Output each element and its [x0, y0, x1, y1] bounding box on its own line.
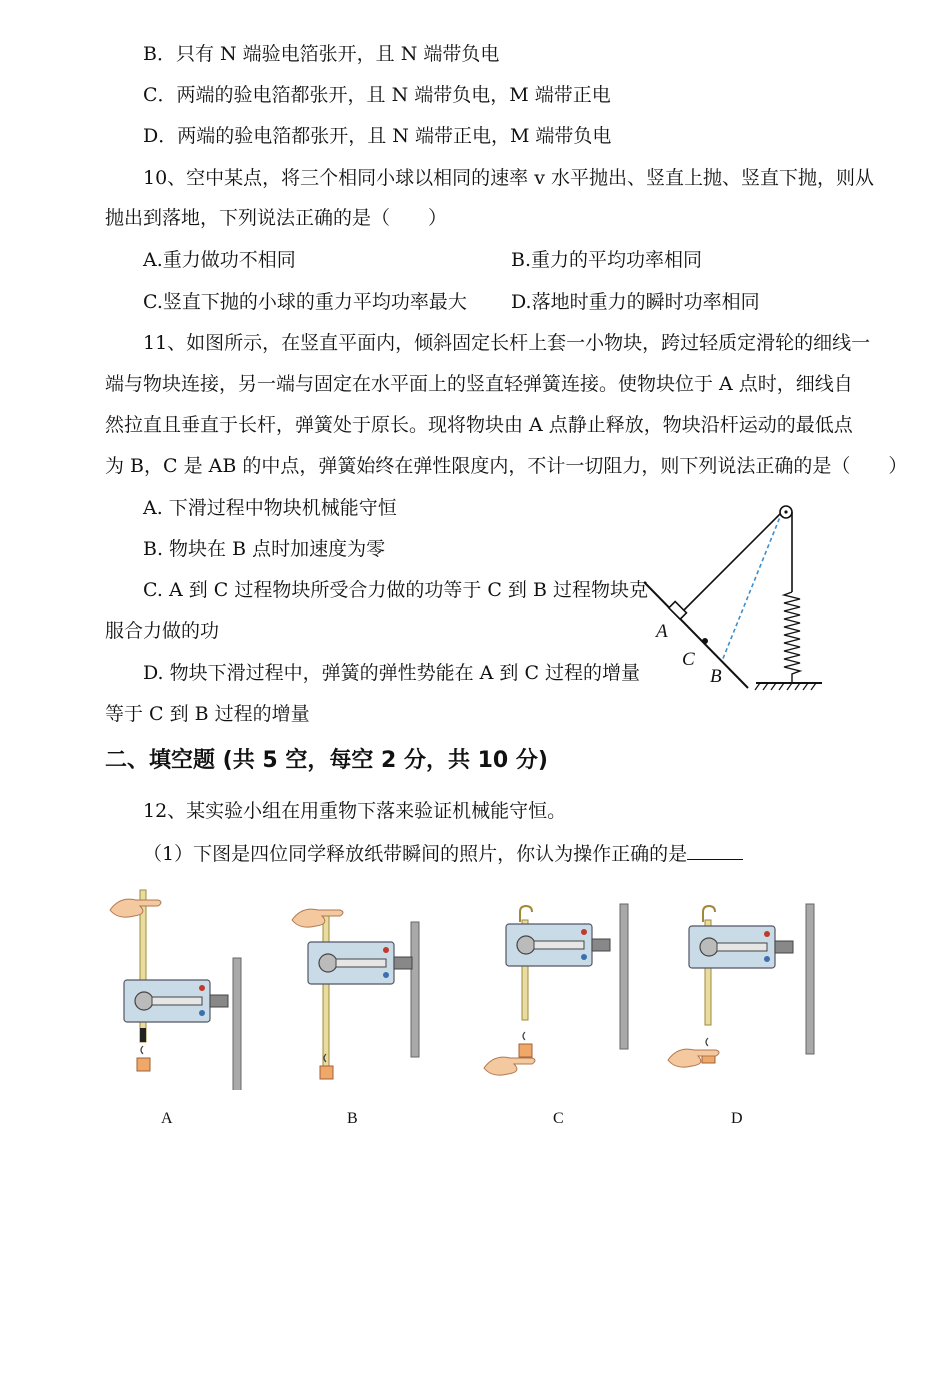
q10-stem-line1: 10、空中某点，将三个相同小球以相同的速率 v 水平抛出、竖直上抛、竖直下抛，则从 — [143, 167, 874, 189]
q11-stem-line4: 为 B，C 是 AB 的中点，弹簧始终在弹性限度内，不计一切阻力，则下列说法正确的是（ ） — [105, 455, 908, 477]
q9-option-c: C．两端的验电箔都张开，且 N 端带负电，M 端带正电 — [143, 84, 611, 106]
q10-option-a: A.重力做功不相同 — [143, 249, 296, 271]
q10-option-b: B.重力的平均功率相同 — [511, 249, 703, 271]
q9-option-b: B．只有 N 端验电箔张开，且 N 端带负电 — [143, 43, 500, 65]
caption-b: B — [347, 1110, 358, 1127]
q9-option-d: D．两端的验电箔都张开，且 N 端带正电，M 端带负电 — [143, 125, 612, 147]
setup-b — [292, 909, 419, 1079]
sliding-block — [669, 602, 687, 620]
q11-option-c-line2: 服合力做的功 — [105, 620, 220, 642]
dashed-line-to-b — [722, 512, 782, 661]
q11-option-d-line2: 等于 C 到 B 过程的增量 — [105, 703, 310, 725]
caption-d: D — [731, 1110, 743, 1127]
label-c: C — [682, 649, 695, 670]
q11-stem-line2: 端与物块连接，另一端与固定在水平面上的竖直轻弹簧连接。使物块位于 A 点时，细线自 — [105, 373, 853, 395]
caption-a: A — [161, 1110, 173, 1127]
q12-figure — [100, 880, 845, 1090]
spring — [784, 592, 800, 682]
thread-to-block — [680, 512, 782, 614]
setup-d — [668, 904, 814, 1067]
q12-sub1 — [143, 841, 743, 866]
q12-stem: 12、某实验小组在用重物下落来验证机械能守恒。 — [143, 800, 567, 822]
label-a: A — [656, 621, 668, 642]
q11-stem-line3: 然拉直且垂直于长杆，弹簧处于原长。现将物块由 A 点静止释放，物块沿杆运动的最低点 — [105, 414, 853, 436]
point-c — [702, 638, 708, 644]
label-b: B — [710, 666, 722, 687]
caption-c: C — [553, 1110, 564, 1127]
q11-option-c-line1: C. A 到 C 过程物块所受合力做的功等于 C 到 B 过程物块克 — [143, 579, 648, 601]
setup-c — [484, 904, 628, 1075]
q11-option-d-line1: D. 物块下滑过程中，弹簧的弹性势能在 A 到 C 过程的增量 — [143, 662, 641, 684]
q10-option-d: D.落地时重力的瞬时功率相同 — [511, 291, 760, 313]
q12-sub1-text: （1）下图是四位同学释放纸带瞬间的照片，你认为操作正确的是 — [143, 843, 688, 865]
q11-figure — [636, 496, 836, 696]
section-2-title: 二、填空题 (共 5 空，每空 2 分，共 10 分) — [105, 748, 548, 773]
q11-stem-line1: 11、如图所示，在竖直平面内，倾斜固定长杆上套一小物块，跨过轻质定滑轮的细线一 — [143, 332, 871, 354]
q10-option-c: C.竖直下抛的小球的重力平均功率最大 — [143, 291, 467, 313]
q10-stem-line2: 抛出到落地，下列说法正确的是（ ） — [105, 207, 448, 229]
answer-blank[interactable] — [687, 841, 743, 860]
setup-a — [110, 890, 241, 1090]
q11-option-a: A. 下滑过程中物块机械能守恒 — [143, 497, 397, 519]
q11-option-b: B. 物块在 B 点时加速度为零 — [143, 538, 386, 560]
